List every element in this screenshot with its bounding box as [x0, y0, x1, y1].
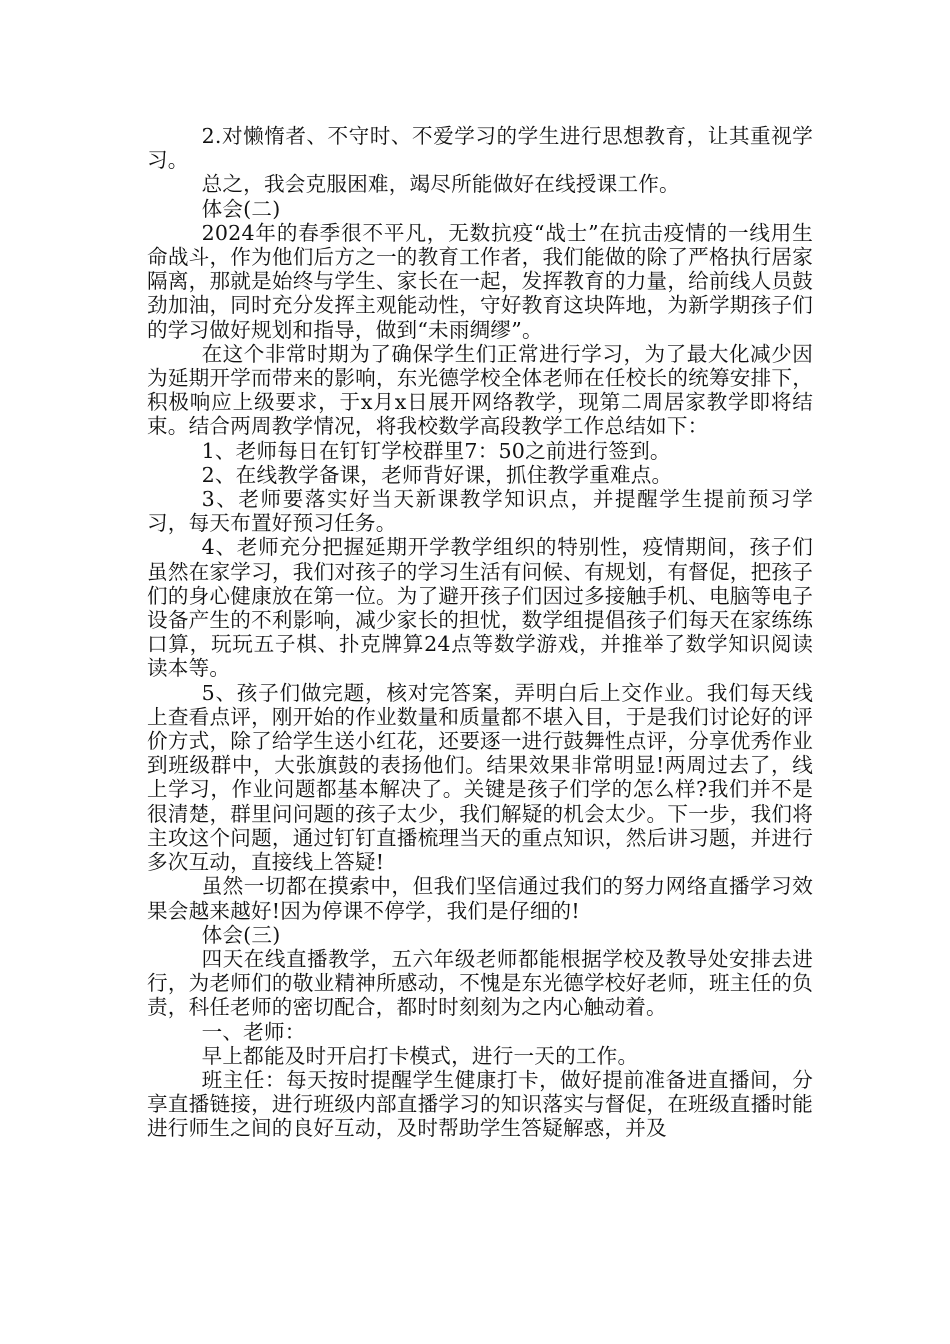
- section-heading-experience-three: 体会(三): [201, 922, 281, 947]
- paragraph-morning-checkin: 早上都能及时开启打卡模式，进行一天的工作。: [201, 1043, 639, 1068]
- paragraph-head-teacher: 班主任：每天按时提醒学生健康打卡，做好提前准备进直播间，分享直播链接，进行班级内部直播学习的知识落实与督促，在班级直播时能进行师生之间的良好互动，及时帮助学生答疑解惑，并及: [147, 1067, 813, 1141]
- paragraph-ideological-education: 2.对懒惰者、不守时、不爱学习的学生进行思想教育，让其重视学习。: [147, 124, 813, 173]
- list-item-5: 5、孩子们做完题，核对完答案，弄明白后上交作业。我们每天线上查看点评，刚开始的作业数量和质量都不堪入目，于是我们讨论好的评价方式，除了给学生送小红花，还要逐一进行鼓舞性点评，分享优秀作业到班级群中，大张旗鼓的表扬他们。结果效果非常明显!两周过去了，线上学习，作业问题都基本解决了。关键是孩子们学的怎么样?我们并不是很清楚，群里问问题的孩子太少，我们解疑的机会太少。下一步，我们将主攻这个问题，通过钉钉直播梳理当天的重点知识，然后讲习题，并进行多次互动，直接线上答疑!: [147, 680, 813, 875]
- paragraph-four-days-live: 四天在线直播教学，五六年级老师都能根据学校及教导处安排去进行，为老师们的敬业精神所感动，不愧是东光德学校好老师，班主任的负责，科任老师的密切配合，都时时刻刻为之内心触动着。: [147, 946, 813, 1020]
- section-heading-experience-two: 体会(二): [201, 196, 281, 221]
- list-item-1: 1、老师每日在钉钉学校群里7：50之前进行签到。: [201, 438, 671, 463]
- list-item-3: 3、老师要落实好当天新课教学知识点，并提醒学生提前预习学习，每天布置好预习任务。: [147, 487, 813, 536]
- list-item-4: 4、老师充分把握延期开学教学组织的特别性，疫情期间，孩子们虽然在家学习，我们对孩子的学习生活有问候、有规划，有督促，把孩子们的身心健康放在第一位。为了避开孩子们因过多接触手机、电脑等电子设备产生的不利影响，减少家长的担忧，数学组提倡孩子们每天在家练练口算，玩玩五子棋、扑克牌算24点等数学游戏，并推举了数学知识阅读读本等。: [147, 535, 813, 681]
- subheading-teachers: 一、老师：: [201, 1019, 306, 1044]
- paragraph-spring-2024: 2024年的春季很不平凡，无数抗疫“战士”在抗击疫情的一线用生命战斗，作为他们后方之一的教育工作者，我们能做的除了严格执行居家隔离，那就是始终与学生、家长在一起，发挥教育的力量，给前线人员鼓劲加油，同时充分发挥主观能动性，守好教育这块阵地，为新学期孩子们的学习做好规划和指导，做到“未雨绸缪”。: [147, 220, 813, 342]
- paragraph-summary: 总之，我会克服困难，竭尽所能做好在线授课工作。: [201, 172, 680, 197]
- paragraph-confidence: 虽然一切都在摸索中，但我们坚信通过我们的努力网络直播学习效果会越来越好!因为停课不停学，我们是仔细的!: [147, 874, 813, 923]
- paragraph-online-teaching-overview: 在这个非常时期为了确保学生们正常进行学习，为了最大化减少因为延期开学而带来的影响，东光德学校全体老师在任校长的统筹安排下，积极响应上级要求，于x月x日展开网络教学，现第二周居家教学即将结束。结合两周教学情况，将我校数学高段教学工作总结如下：: [147, 341, 813, 439]
- document-page: [147, 124, 813, 1141]
- list-item-2: 2、在线教学备课，老师背好课，抓住教学重难点。: [201, 462, 673, 487]
